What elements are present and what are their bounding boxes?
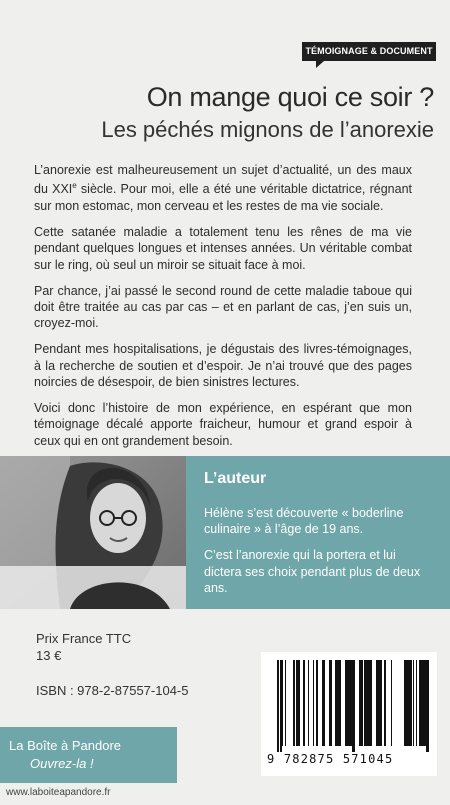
blurb-text: siècle. Pour moi, elle a été une véritable dictatrice, régnant sur mon estomac, mon cerveau et les restes de ma vie sociale. — [34, 182, 412, 213]
price-label: Prix France TTC — [36, 631, 132, 646]
book-subtitle: Les péchés mignons de l’anorexie — [101, 117, 434, 142]
superscript: e — [72, 181, 77, 191]
blurb — [34, 162, 412, 459]
isbn: ISBN : 978-2-87557-104-5 — [36, 683, 189, 698]
genre-badge: TÉMOIGNAGE & DOCUMENT — [302, 42, 436, 61]
publisher-block — [0, 727, 177, 783]
book-title: On mange quoi ce soir ? — [146, 82, 434, 112]
blurb-paragraph: Cette satanée maladie a totalement tenu les rênes de ma vie pendant quelques longues et intenses années. Un véritable combat sur le ring, où seul un miroir se situait face à moi. — [34, 224, 412, 272]
blurb-paragraph — [34, 162, 412, 214]
author-photo — [0, 456, 186, 609]
publisher-name: La Boîte à Pandore — [9, 738, 122, 753]
barcode-bars — [261, 652, 437, 752]
publisher-url[interactable]: www.laboiteapandore.fr — [6, 787, 111, 798]
price-block — [36, 630, 131, 664]
blurb-paragraph: Pendant mes hospitalisations, je dégustais des livres-témoignages, à la recherche de soutien et d’espoir. Je n’ai trouvé que des pages noircies de désespoir, de bien sinistres lectures. — [34, 342, 412, 390]
price-value: 13 € — [36, 648, 62, 663]
blurb-text: L’anorexie est malheureusement un sujet d’actualité, un des maux du XXI — [34, 163, 412, 197]
author-bio-paragraph: Hélène s’est découverte « boderline culinaire » à l’âge de 19 ans. — [204, 506, 404, 537]
blurb-paragraph: Voici donc l’histoire de mon expérience, en espérant que mon témoignage décalé apporte fraicheur, humour et grand espoir à ceux qui en ont grandement besoin. — [34, 401, 412, 448]
author-bio — [204, 505, 436, 606]
barcode-number: 9 782875 571045 — [267, 752, 394, 766]
barcode — [261, 652, 437, 776]
author-bio-paragraph: C’est l’anorexie qui la portera et lui dictera ses choix pendant plus de deux ans. — [204, 548, 421, 595]
author-heading: L’auteur — [204, 470, 267, 487]
publisher-slogan: Ouvrez-la ! — [30, 756, 94, 771]
blurb-paragraph: Par chance, j’ai passé le second round de cette maladie taboue qui doit être traitée au cas par cas – et en parlant de cas, j’en suis un, croyez-moi. — [34, 283, 412, 331]
